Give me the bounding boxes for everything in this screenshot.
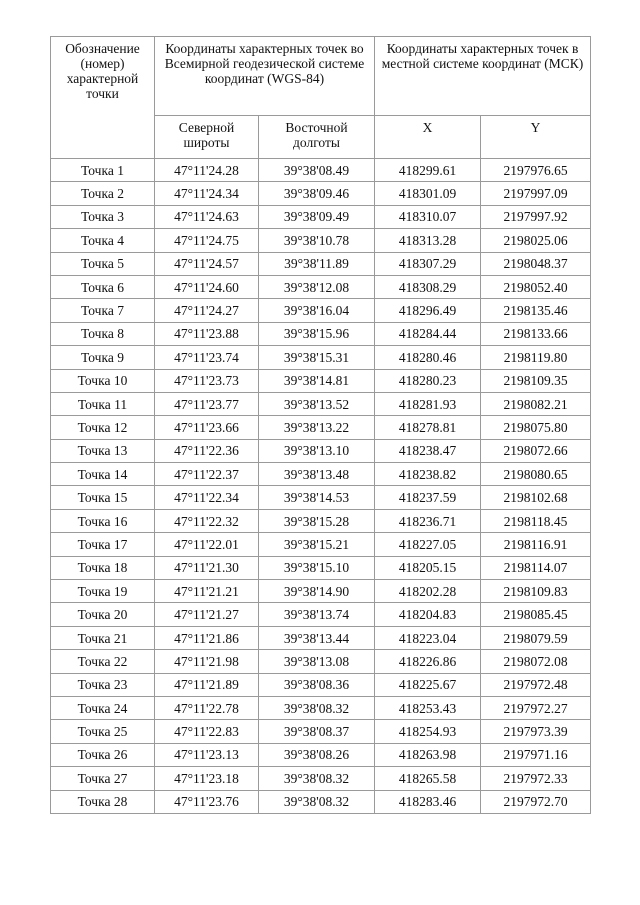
longitude-cell: 39°38'13.48 [259, 463, 375, 486]
x-coordinate-cell: 418204.83 [375, 603, 481, 626]
point-name-cell: Точка 3 [51, 205, 155, 228]
latitude-cell: 47°11'22.37 [155, 463, 259, 486]
longitude-cell: 39°38'14.90 [259, 580, 375, 603]
y-coordinate-cell: 2197976.65 [481, 159, 591, 182]
latitude-cell: 47°11'23.73 [155, 369, 259, 392]
latitude-cell: 47°11'22.36 [155, 439, 259, 462]
y-coordinate-cell: 2198075.80 [481, 416, 591, 439]
longitude-cell: 39°38'13.10 [259, 439, 375, 462]
longitude-cell: 39°38'15.10 [259, 556, 375, 579]
x-coordinate-cell: 418205.15 [375, 556, 481, 579]
point-name-cell: Точка 6 [51, 275, 155, 298]
longitude-cell: 39°38'08.36 [259, 673, 375, 696]
table-row [51, 369, 591, 392]
y-coordinate-cell: 2197972.33 [481, 767, 591, 790]
x-coordinate-cell: 418280.23 [375, 369, 481, 392]
y-coordinate-cell: 2198118.45 [481, 509, 591, 532]
longitude-cell: 39°38'13.08 [259, 650, 375, 673]
table-row [51, 626, 591, 649]
y-coordinate-cell: 2198116.91 [481, 533, 591, 556]
x-coordinate-cell: 418310.07 [375, 205, 481, 228]
header-east-longitude: Восточной долготы [259, 116, 375, 159]
x-coordinate-cell: 418236.71 [375, 509, 481, 532]
point-name-cell: Точка 1 [51, 159, 155, 182]
point-name-cell: Точка 28 [51, 790, 155, 813]
header-north-latitude: Северной широты [155, 116, 259, 159]
point-name-cell: Точка 21 [51, 626, 155, 649]
x-coordinate-cell: 418307.29 [375, 252, 481, 275]
x-coordinate-cell: 418265.58 [375, 767, 481, 790]
table-row [51, 299, 591, 322]
table-row [51, 533, 591, 556]
point-name-cell: Точка 25 [51, 720, 155, 743]
latitude-cell: 47°11'24.57 [155, 252, 259, 275]
table-row [51, 252, 591, 275]
point-name-cell: Точка 19 [51, 580, 155, 603]
table-row [51, 790, 591, 813]
y-coordinate-cell: 2197972.70 [481, 790, 591, 813]
x-coordinate-cell: 418280.46 [375, 346, 481, 369]
longitude-cell: 39°38'14.53 [259, 486, 375, 509]
latitude-cell: 47°11'24.63 [155, 205, 259, 228]
table-row [51, 392, 591, 415]
x-coordinate-cell: 418308.29 [375, 275, 481, 298]
latitude-cell: 47°11'24.60 [155, 275, 259, 298]
table-body [51, 159, 591, 814]
latitude-cell: 47°11'24.27 [155, 299, 259, 322]
longitude-cell: 39°38'13.44 [259, 626, 375, 649]
x-coordinate-cell: 418313.28 [375, 229, 481, 252]
y-coordinate-cell: 2197973.39 [481, 720, 591, 743]
y-coordinate-cell: 2197971.16 [481, 743, 591, 766]
table-row [51, 275, 591, 298]
x-coordinate-cell: 418301.09 [375, 182, 481, 205]
table-row [51, 673, 591, 696]
table-row [51, 182, 591, 205]
y-coordinate-cell: 2198052.40 [481, 275, 591, 298]
longitude-cell: 39°38'15.96 [259, 322, 375, 345]
x-coordinate-cell: 418253.43 [375, 696, 481, 719]
header-wgs84-coordinates: Координаты характерных точек во Всемирной геодезической системе координат (WGS-84) [155, 37, 375, 116]
latitude-cell: 47°11'22.78 [155, 696, 259, 719]
x-coordinate-cell: 418299.61 [375, 159, 481, 182]
x-coordinate-cell: 418202.28 [375, 580, 481, 603]
longitude-cell: 39°38'08.32 [259, 767, 375, 790]
y-coordinate-cell: 2198133.66 [481, 322, 591, 345]
table-row [51, 463, 591, 486]
x-coordinate-cell: 418281.93 [375, 392, 481, 415]
latitude-cell: 47°11'22.34 [155, 486, 259, 509]
y-coordinate-cell: 2198079.59 [481, 626, 591, 649]
longitude-cell: 39°38'08.37 [259, 720, 375, 743]
table-header [51, 37, 591, 159]
latitude-cell: 47°11'21.98 [155, 650, 259, 673]
longitude-cell: 39°38'08.49 [259, 159, 375, 182]
table-row [51, 205, 591, 228]
latitude-cell: 47°11'22.32 [155, 509, 259, 532]
table-row [51, 650, 591, 673]
longitude-cell: 39°38'15.21 [259, 533, 375, 556]
longitude-cell: 39°38'15.28 [259, 509, 375, 532]
x-coordinate-cell: 418225.67 [375, 673, 481, 696]
longitude-cell: 39°38'08.32 [259, 790, 375, 813]
latitude-cell: 47°11'22.83 [155, 720, 259, 743]
latitude-cell: 47°11'21.86 [155, 626, 259, 649]
latitude-cell: 47°11'23.13 [155, 743, 259, 766]
y-coordinate-cell: 2198085.45 [481, 603, 591, 626]
latitude-cell: 47°11'24.34 [155, 182, 259, 205]
longitude-cell: 39°38'10.78 [259, 229, 375, 252]
y-coordinate-cell: 2198072.66 [481, 439, 591, 462]
table-row [51, 159, 591, 182]
point-name-cell: Точка 26 [51, 743, 155, 766]
longitude-cell: 39°38'15.31 [259, 346, 375, 369]
y-coordinate-cell: 2198135.46 [481, 299, 591, 322]
y-coordinate-cell: 2198119.80 [481, 346, 591, 369]
y-coordinate-cell: 2198080.65 [481, 463, 591, 486]
point-name-cell: Точка 13 [51, 439, 155, 462]
latitude-cell: 47°11'24.75 [155, 229, 259, 252]
longitude-cell: 39°38'13.74 [259, 603, 375, 626]
latitude-cell: 47°11'23.88 [155, 322, 259, 345]
table-row [51, 509, 591, 532]
point-name-cell: Точка 9 [51, 346, 155, 369]
latitude-cell: 47°11'23.77 [155, 392, 259, 415]
point-name-cell: Точка 4 [51, 229, 155, 252]
x-coordinate-cell: 418223.04 [375, 626, 481, 649]
longitude-cell: 39°38'11.89 [259, 252, 375, 275]
y-coordinate-cell: 2198102.68 [481, 486, 591, 509]
table-row [51, 556, 591, 579]
y-coordinate-cell: 2198109.83 [481, 580, 591, 603]
y-coordinate-cell: 2197972.48 [481, 673, 591, 696]
latitude-cell: 47°11'24.28 [155, 159, 259, 182]
longitude-cell: 39°38'16.04 [259, 299, 375, 322]
longitude-cell: 39°38'08.32 [259, 696, 375, 719]
y-coordinate-cell: 2198114.07 [481, 556, 591, 579]
point-name-cell: Точка 24 [51, 696, 155, 719]
x-coordinate-cell: 418263.98 [375, 743, 481, 766]
point-name-cell: Точка 11 [51, 392, 155, 415]
header-msk-coordinates: Координаты характерных точек в местной системе координат (МСК) [375, 37, 591, 116]
point-name-cell: Точка 14 [51, 463, 155, 486]
longitude-cell: 39°38'14.81 [259, 369, 375, 392]
y-coordinate-cell: 2197997.09 [481, 182, 591, 205]
longitude-cell: 39°38'12.08 [259, 275, 375, 298]
table-row [51, 346, 591, 369]
point-name-cell: Точка 8 [51, 322, 155, 345]
point-name-cell: Точка 2 [51, 182, 155, 205]
point-name-cell: Точка 18 [51, 556, 155, 579]
table-row [51, 322, 591, 345]
point-name-cell: Точка 10 [51, 369, 155, 392]
x-coordinate-cell: 418226.86 [375, 650, 481, 673]
longitude-cell: 39°38'13.22 [259, 416, 375, 439]
point-name-cell: Точка 16 [51, 509, 155, 532]
latitude-cell: 47°11'21.30 [155, 556, 259, 579]
latitude-cell: 47°11'21.27 [155, 603, 259, 626]
table-row [51, 580, 591, 603]
document-page [50, 36, 590, 814]
point-name-cell: Точка 5 [51, 252, 155, 275]
latitude-cell: 47°11'23.66 [155, 416, 259, 439]
x-coordinate-cell: 418296.49 [375, 299, 481, 322]
longitude-cell: 39°38'13.52 [259, 392, 375, 415]
point-name-cell: Точка 27 [51, 767, 155, 790]
latitude-cell: 47°11'21.21 [155, 580, 259, 603]
header-x: X [375, 116, 481, 159]
x-coordinate-cell: 418238.47 [375, 439, 481, 462]
table-row [51, 767, 591, 790]
longitude-cell: 39°38'09.46 [259, 182, 375, 205]
latitude-cell: 47°11'21.89 [155, 673, 259, 696]
y-coordinate-cell: 2197997.92 [481, 205, 591, 228]
y-coordinate-cell: 2198072.08 [481, 650, 591, 673]
point-name-cell: Точка 7 [51, 299, 155, 322]
x-coordinate-cell: 418278.81 [375, 416, 481, 439]
y-coordinate-cell: 2198082.21 [481, 392, 591, 415]
latitude-cell: 47°11'22.01 [155, 533, 259, 556]
table-row [51, 696, 591, 719]
header-point-designation: Обозначение (номер) характерной точки [51, 37, 155, 159]
latitude-cell: 47°11'23.18 [155, 767, 259, 790]
point-name-cell: Точка 20 [51, 603, 155, 626]
table-row [51, 720, 591, 743]
table-row [51, 603, 591, 626]
x-coordinate-cell: 418254.93 [375, 720, 481, 743]
coordinates-table [50, 36, 591, 814]
x-coordinate-cell: 418238.82 [375, 463, 481, 486]
table-row [51, 229, 591, 252]
latitude-cell: 47°11'23.76 [155, 790, 259, 813]
y-coordinate-cell: 2198109.35 [481, 369, 591, 392]
point-name-cell: Точка 15 [51, 486, 155, 509]
table-row [51, 486, 591, 509]
table-row [51, 743, 591, 766]
y-coordinate-cell: 2198025.06 [481, 229, 591, 252]
point-name-cell: Точка 12 [51, 416, 155, 439]
point-name-cell: Точка 23 [51, 673, 155, 696]
longitude-cell: 39°38'09.49 [259, 205, 375, 228]
table-row [51, 439, 591, 462]
x-coordinate-cell: 418284.44 [375, 322, 481, 345]
x-coordinate-cell: 418227.05 [375, 533, 481, 556]
y-coordinate-cell: 2198048.37 [481, 252, 591, 275]
x-coordinate-cell: 418237.59 [375, 486, 481, 509]
point-name-cell: Точка 22 [51, 650, 155, 673]
longitude-cell: 39°38'08.26 [259, 743, 375, 766]
y-coordinate-cell: 2197972.27 [481, 696, 591, 719]
table-row [51, 416, 591, 439]
latitude-cell: 47°11'23.74 [155, 346, 259, 369]
point-name-cell: Точка 17 [51, 533, 155, 556]
x-coordinate-cell: 418283.46 [375, 790, 481, 813]
header-y: Y [481, 116, 591, 159]
